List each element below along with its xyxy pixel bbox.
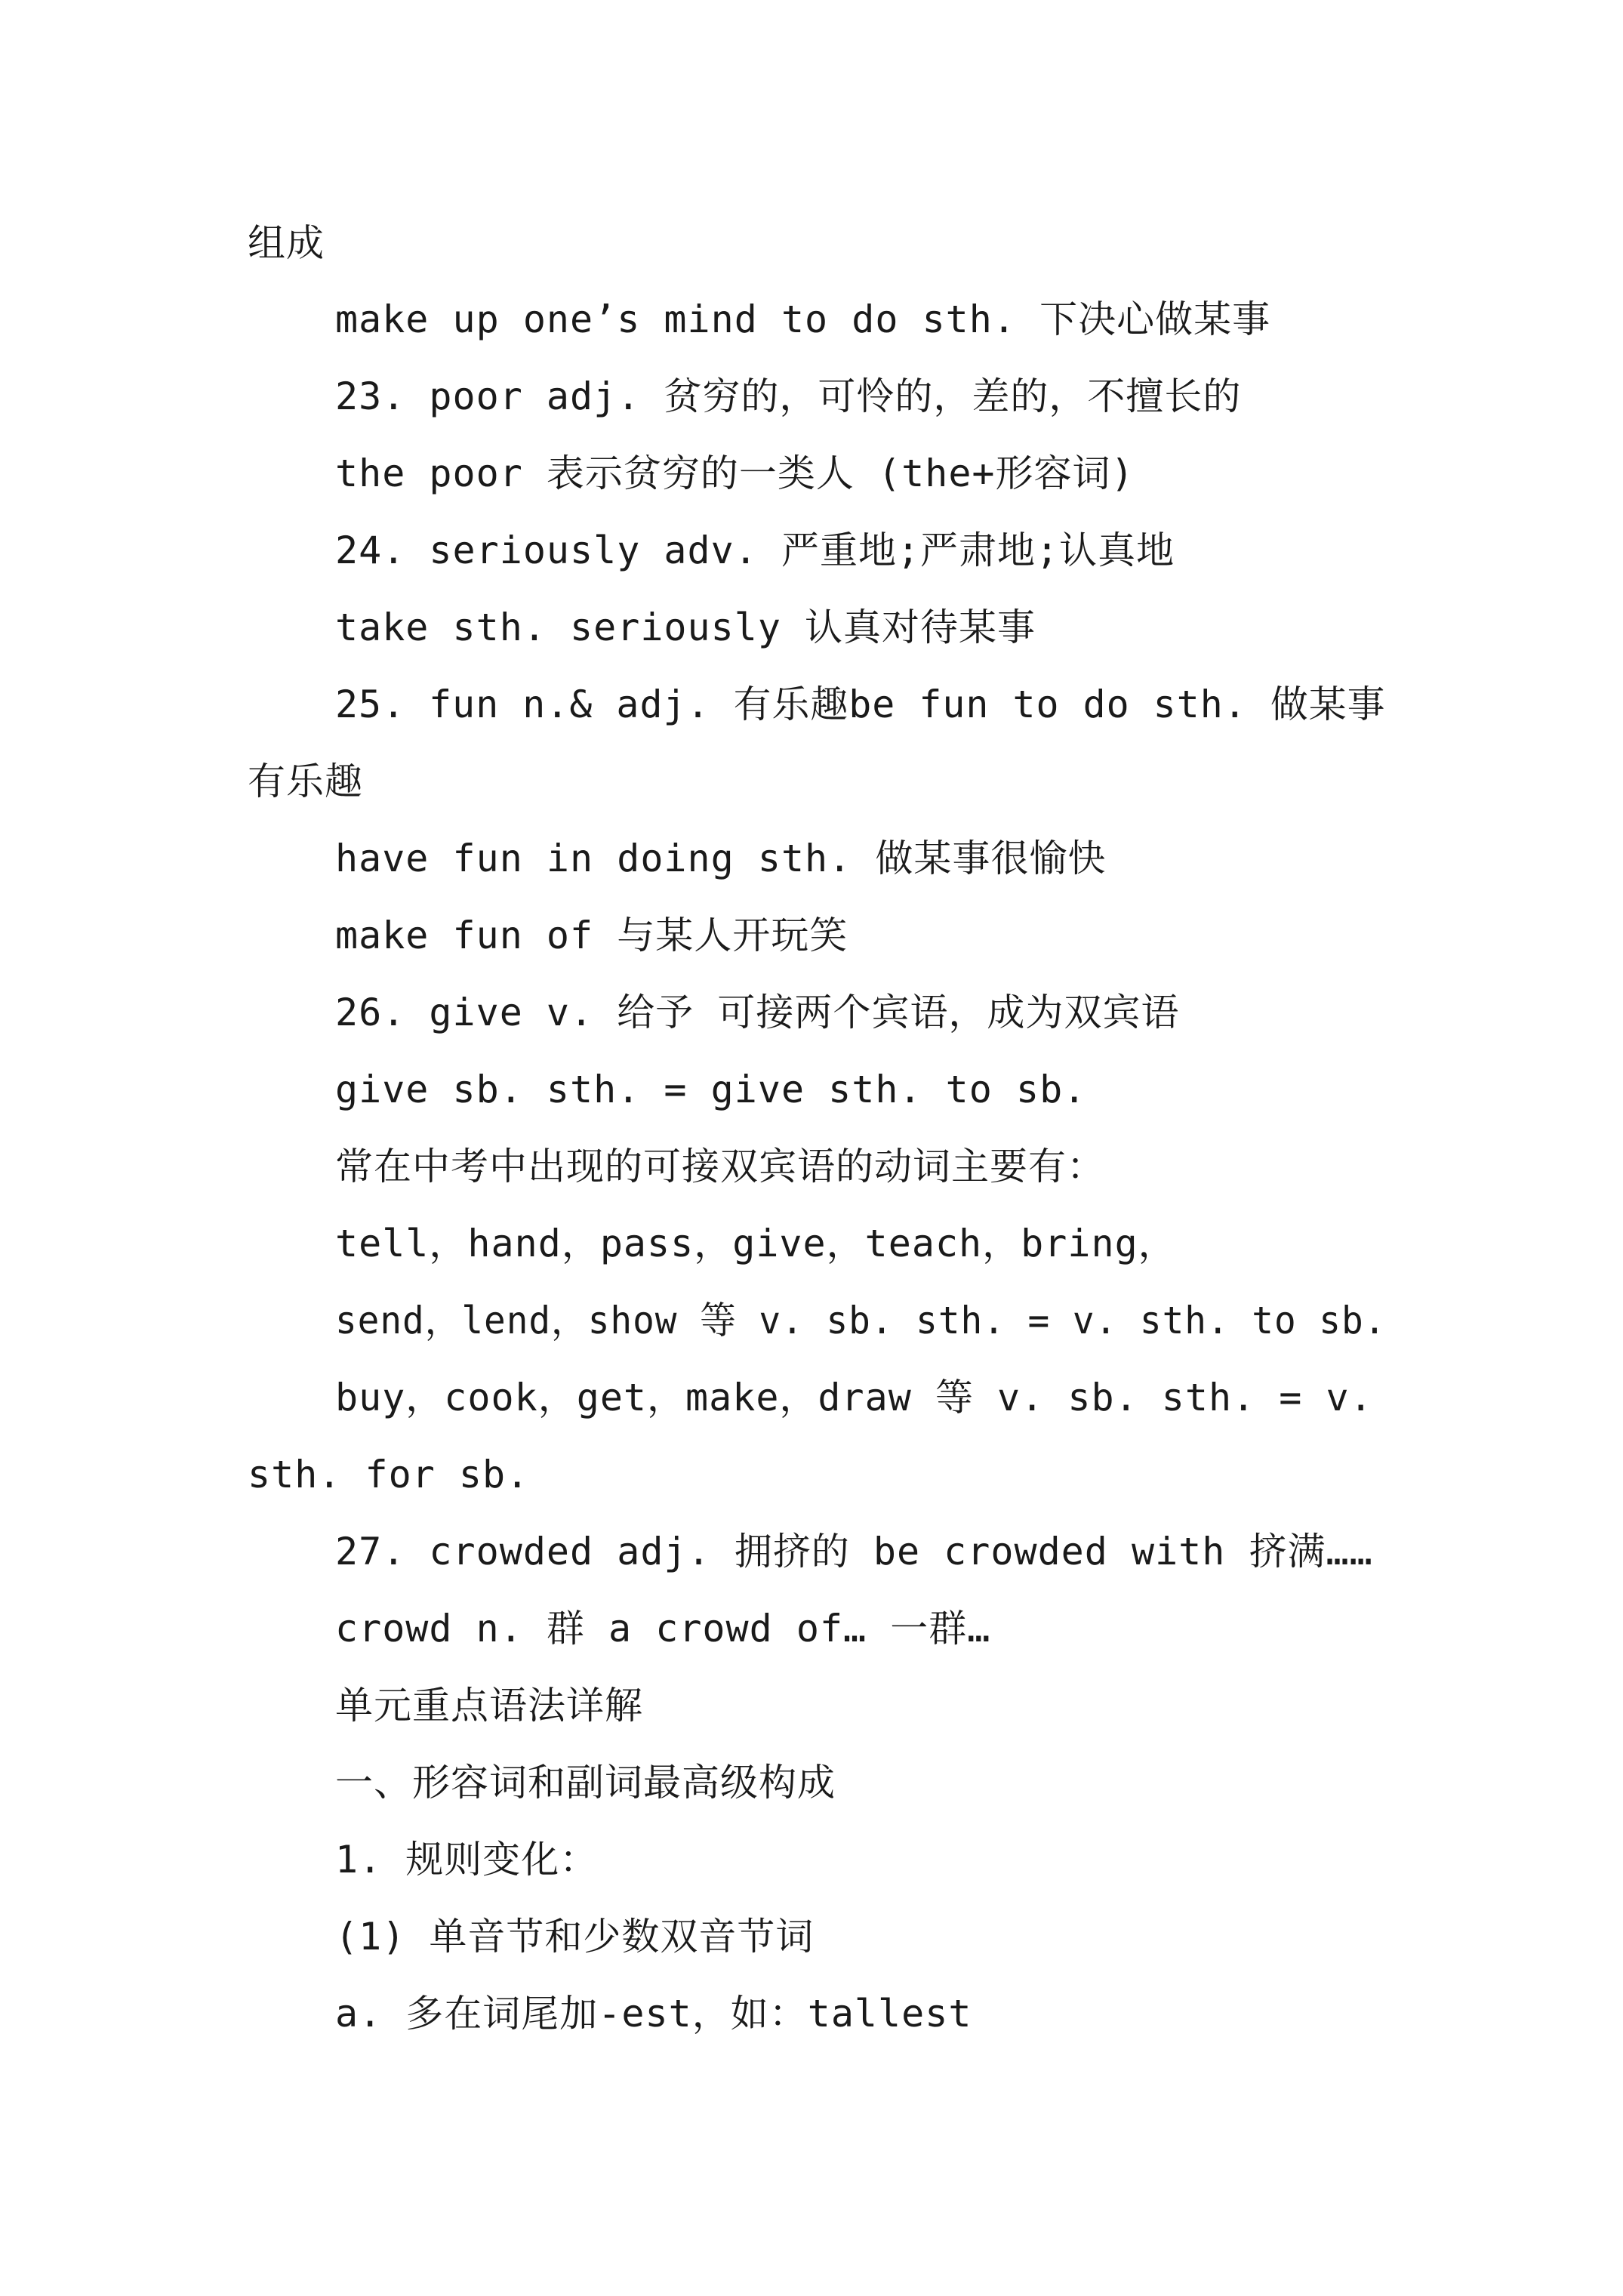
text-line-23: (1) 单音节和少数双音节词 (335, 1915, 815, 1959)
text-line-1: 组成 (248, 221, 325, 265)
subsection-heading: 一、形容词和副词最高级构成 (335, 1761, 836, 1804)
text-line-9: have fun in doing sth. 做某事很愉快 (335, 837, 1107, 880)
text-line-24: a. 多在词尾加-est，如：tallest (335, 1992, 972, 2036)
text-line-6: take sth. seriously 认真对待某事 (335, 606, 1036, 649)
text-line-5: 24. seriously adv. 严重地;严肃地;认真地 (335, 529, 1175, 572)
text-line-22: 1. 规则变化： (335, 1838, 599, 1881)
text-line-14: tell，hand，pass，give，teach，bring， (335, 1222, 1177, 1265)
text-line-15: send，lend，show 等 v. sb. sth. = v. sth. to sb. (335, 1299, 1387, 1342)
text-line-2: make up one’s mind to do sth. 下决心做某事 (335, 297, 1271, 341)
text-line-4: the poor 表示贫穷的一类人 (the+形容词) (335, 451, 1135, 495)
text-line-11: 26. give v. 给予 可接两个宾语，成为双宾语 (335, 991, 1180, 1034)
text-line-16: buy，cook，get，make，draw 等 v. sb. sth. = v. (335, 1376, 1373, 1419)
text-line-19: crowd n. 群 a crowd of… 一群… (335, 1607, 991, 1650)
text-line-3: 23. poor adj. 贫穷的，可怜的，差的，不擅长的 (335, 374, 1242, 418)
text-line-13: 常在中考中出现的可接双宾语的动词主要有： (335, 1145, 1105, 1188)
text-line-12: give sb. sth. = give sth. to sb. (335, 1068, 1087, 1111)
text-line-17: sth. for sb. (248, 1453, 530, 1496)
text-line-8: 有乐趣 (248, 760, 363, 803)
text-line-18: 27. crowded adj. 拥挤的 be crowded with 挤满…… (335, 1530, 1373, 1573)
section-heading: 单元重点语法详解 (335, 1684, 643, 1727)
text-line-7: 25. fun n.& adj. 有乐趣be fun to do sth. 做某事 (335, 683, 1386, 726)
text-line-10: make fun of 与某人开玩笑 (335, 914, 848, 957)
